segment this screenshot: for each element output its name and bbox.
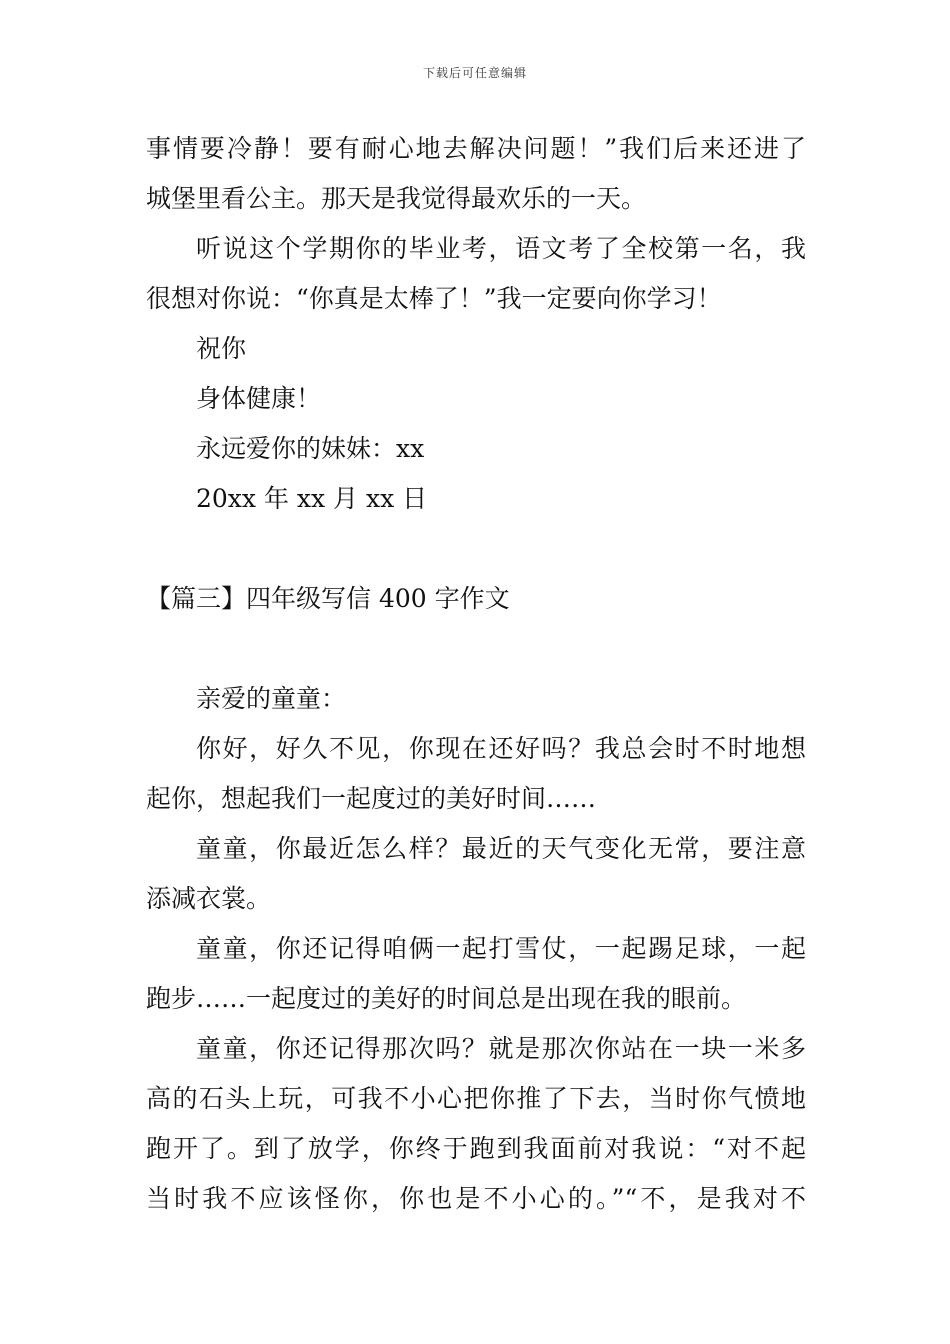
section-title: 【篇三】四年级写信 400 字作文	[146, 584, 510, 613]
text-line: 跑步……一起度过的美好的时间总是出现在我的眼前。	[146, 984, 747, 1013]
paragraph-start: 童童，你还记得那次吗？就是那次你站在一块一米多	[196, 1034, 806, 1063]
text-line: 事情要冷静！要有耐心地去解决问题！”我们后来还进了	[146, 134, 806, 163]
signature: 永远爱你的妹妹：xx	[196, 434, 425, 463]
text-line: 跑开了。到了放学，你终于跑到我面前对我说：“对不起	[146, 1134, 806, 1163]
paragraph-start: 童童，你还记得咱俩一起打雪仗，一起踢足球，一起	[196, 934, 806, 963]
document-body	[146, 124, 806, 1224]
paragraph-start: 听说这个学期你的毕业考，语文考了全校第一名，我	[196, 234, 806, 263]
page-header: 下载后可任意编辑	[422, 66, 527, 80]
paragraph-start: 你好，好久不见，你现在还好吗？我总会时不时地想	[196, 734, 806, 763]
text-line: 高的石头上玩，可我不小心把你推了下去，当时你气愤地	[146, 1084, 806, 1113]
spacer	[146, 524, 806, 574]
text-line: 城堡里看公主。那天是我觉得最欢乐的一天。	[146, 184, 647, 213]
text-line: 很想对你说：“你真是太棒了！”我一定要向你学习！	[146, 284, 722, 313]
spacer	[146, 624, 806, 674]
date-line: 20xx 年 xx 月 xx 日	[196, 484, 428, 513]
paragraph-start: 童童，你最近怎么样？最近的天气变化无常，要注意	[196, 834, 806, 863]
text-line: 当时我不应该怪你，你也是不小心的。”“不，是我对不	[146, 1184, 806, 1213]
closing-wish: 身体健康！	[196, 384, 322, 413]
greeting: 亲爱的童童：	[196, 684, 347, 713]
text-line: 起你，想起我们一起度过的美好时间……	[146, 784, 597, 813]
closing-salutation: 祝你	[196, 334, 247, 363]
text-line: 添减衣裳。	[146, 884, 272, 913]
